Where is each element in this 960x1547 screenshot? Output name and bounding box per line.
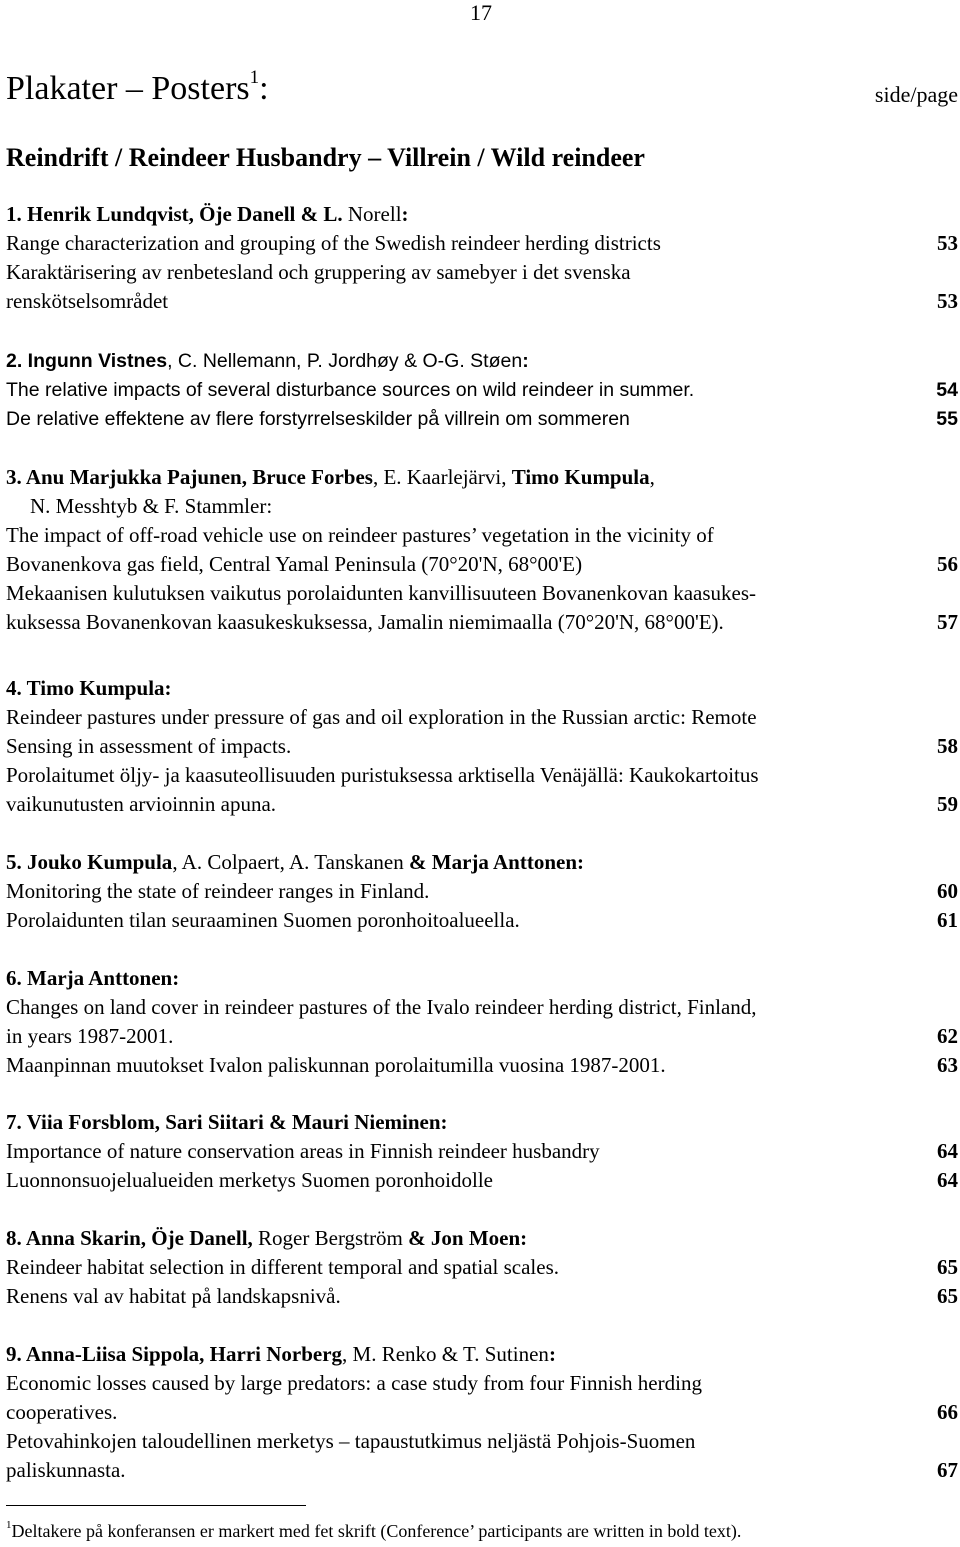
poster-entry [6,1340,958,1485]
entry-title-text: Porolaitumet öljy- ja kaasuteollisuuden puristuksessa arktisella Venäjällä: Kaukokartoitus [6,763,759,787]
title-footnote-marker: 1 [249,66,260,88]
entry-authors [6,674,958,703]
author-text: , [649,465,655,489]
author-bold: & Marja Anttonen: [409,850,584,874]
author-bold: 7. Viia Forsblom, Sari Siitari & Mauri Nieminen: [6,1110,448,1134]
entry-title-text: Bovanenkova gas field, Central Yamal Peninsula (70°20'N, 68°00'E) [6,552,583,576]
poster-entry [6,674,958,819]
entry-page-number: 64 [937,1168,958,1192]
section-title: Reindrift / Reindeer Husbandry – Villrein / Wild reindeer [6,143,645,172]
author-text: Norell [347,202,402,226]
entry-authors [6,1108,958,1137]
entry-page-number: 59 [937,792,958,816]
entry-title-text: Reindeer habitat selection in different temporal and spatial scales. [6,1255,559,1279]
entry-line [6,993,958,1022]
page-number: 17 [470,0,492,25]
entry-line [6,761,958,790]
entry-authors [6,1340,958,1369]
entry-page-number: 63 [937,1053,958,1077]
poster-entry [6,463,958,637]
entry-authors [6,347,958,376]
entry-authors [6,463,958,492]
footnote-text: Deltakere på konferansen er markert med fet skrift (Conference’ participants are written in bold text). [11,1521,742,1541]
author-bold: 3. Anu Marjukka Pajunen, Bruce Forbes [6,465,373,489]
entry-authors-continued: N. Messhtyb & F. Stammler: [30,494,273,518]
entry-title-text: cooperatives. [6,1400,118,1424]
author-bold: 5. Jouko Kumpula [6,850,173,874]
entry-page-number: 65 [937,1255,958,1279]
entry-line [6,790,958,819]
poster-entry [6,347,958,434]
entry-line [6,521,958,550]
entry-title-text: renskötselsområdet [6,289,169,313]
entry-line [6,732,958,761]
entry-title-text: Mekaanisen kulutuksen vaikutus porolaidunten kanvillisuuteen Bovanenkovan kaasukes- [6,581,757,605]
poster-entry [6,1108,958,1195]
entry-line [6,229,958,258]
entry-line [6,1051,958,1080]
author-bold: & L. [295,202,348,226]
entry-line [6,1253,958,1282]
entry-title-text: Renens val av habitat på landskapsnivå. [6,1284,341,1308]
entry-title-text: paliskunnasta. [6,1458,126,1482]
entry-line [6,1166,958,1195]
entry-page-number: 62 [937,1024,958,1048]
entry-title-text: Changes on land cover in reindeer pastures of the Ivalo reindeer herding district, Finland, [6,995,757,1019]
author-bold: & Jon Moen: [408,1226,528,1250]
author-bold: : [548,1342,556,1366]
entry-title-text: Sensing in assessment of impacts. [6,734,292,758]
author-bold: : [522,350,529,372]
entry-line [6,550,958,579]
entry-title-text: kuksessa Bovanenkovan kaasukeskuksessa, Jamalin niemimaalla (70°20'N, 68°00'E). [6,610,724,634]
entry-line [6,1282,958,1311]
entry-authors [6,848,958,877]
entry-authors [6,964,958,993]
poster-entry [6,964,958,1080]
author-bold: 8. Anna Skarin, Öje Danell, [6,1226,253,1250]
entry-line [6,1456,958,1485]
entry-page-number: 53 [937,289,958,313]
entry-page-number: 64 [937,1139,958,1163]
title-text: Plakater – Posters [6,70,250,107]
entry-authors [6,1224,958,1253]
entry-line [6,1137,958,1166]
entry-title-text: Luonnonsuojelualueiden merketys Suomen poronhoidolle [6,1168,493,1192]
poster-entry [6,848,958,935]
entry-line [6,906,958,935]
entry-title-text: Range characterization and grouping of the Swedish reindeer herding districts [6,231,661,255]
entry-title-text: Maanpinnan muutokset Ivalon paliskunnan porolaitumilla vuosina 1987-2001. [6,1053,666,1077]
entry-page-number: 57 [937,610,958,634]
entry-page-number: 53 [937,231,958,255]
author-bold: 4. Timo Kumpula: [6,676,172,700]
footnote-divider [6,1505,306,1506]
author-text: Roger Bergström [252,1226,409,1250]
author-bold: 9. Anna-Liisa Sippola, Harri Norberg [6,1342,343,1366]
entry-page-number: 65 [937,1284,958,1308]
entry-title-text: Monitoring the state of reindeer ranges in Finland. [6,879,430,903]
entry-title-text: in years 1987-2001. [6,1024,174,1048]
entry-page-number: 56 [937,552,958,576]
entry-line [6,1369,958,1398]
footnote-marker: 1 [6,1519,12,1531]
poster-entry [6,200,958,316]
entry-line [6,1022,958,1051]
page-title [6,66,269,108]
author-text: , M. Renko & T. Sutinen [342,1342,549,1366]
entry-line [6,608,958,637]
author-text: , A. Colpaert, A. Tanskanen [172,850,410,874]
author-bold: Timo Kumpula [511,465,650,489]
author-bold: : [401,202,409,226]
entry-line [6,287,958,316]
author-bold: 1. Henrik Lundqvist, Öje Danell [6,202,296,226]
entry-page-number: 60 [937,879,958,903]
entry-line [6,258,958,287]
entry-page-number: 58 [937,734,958,758]
author-text: , C. Nellemann, P. Jordhøy & O-G. Støen [167,350,523,372]
entry-page-number: 61 [937,908,958,932]
entry-title-text: Petovahinkojen taloudellinen merketys – tapaustutkimus neljästä Pohjois-Suomen [6,1429,696,1453]
entry-page-number: 55 [936,408,958,430]
entry-line [6,703,958,732]
entry-title-text: De relative effektene av flere forstyrrelseskilder på villrein om sommeren [6,408,630,430]
entry-line [6,405,958,434]
author-text: , E. Kaarlejärvi, [372,465,512,489]
entry-line [6,1427,958,1456]
side-page-label: side/page [874,82,958,107]
author-bold: 6. Marja Anttonen: [6,966,180,990]
author-bold: 2. Ingunn Vistnes [6,350,168,372]
entry-page-number: 67 [937,1458,958,1482]
title-suffix: : [259,70,269,107]
entry-authors [6,200,958,229]
entry-title-text: vaikunutusten arvioinnin apuna. [6,792,277,816]
entry-title-text: The impact of off-road vehicle use on reindeer pastures’ vegetation in the vicinity of [6,523,714,547]
entry-line [6,877,958,906]
poster-entry [6,1224,958,1311]
entry-page-number: 54 [936,379,958,401]
entry-line [6,376,958,405]
entry-title-text: Karaktärisering av renbetesland och gruppering av samebyer i det svenska [6,260,631,284]
entry-title-text: Importance of nature conservation areas in Finnish reindeer husbandry [6,1139,600,1163]
entry-page-number: 66 [937,1400,958,1424]
entry-title-text: The relative impacts of several disturbance sources on wild reindeer in summer. [6,379,695,401]
entry-line [6,1398,958,1427]
entry-title-text: Porolaidunten tilan seuraaminen Suomen poronhoitoalueella. [6,908,520,932]
entry-title-text: Reindeer pastures under pressure of gas and oil exploration in the Russian arctic: Remote [6,705,757,729]
entry-title-text: Economic losses caused by large predators: a case study from four Finnish herding [6,1371,702,1395]
entry-line [6,579,958,608]
footnote [6,1521,741,1542]
